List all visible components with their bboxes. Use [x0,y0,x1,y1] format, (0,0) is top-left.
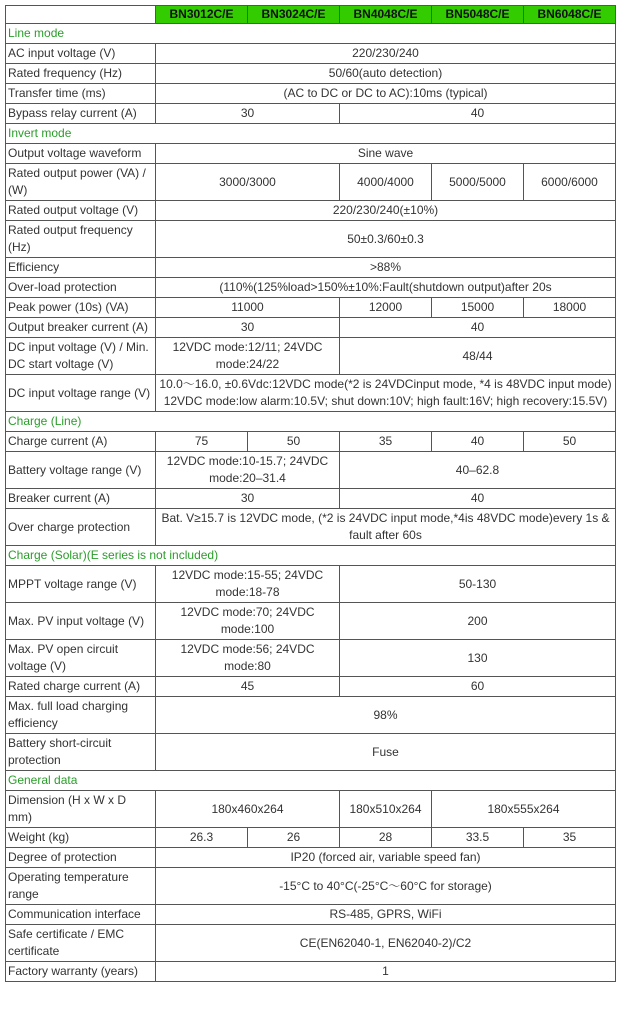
section-row [6,771,616,791]
spec-value: 30 [156,104,340,124]
spec-label: Max. PV open circuit voltage (V) [6,640,156,677]
spec-row [6,734,616,771]
spec-row [6,640,616,677]
spec-label: Rated output voltage (V) [6,201,156,221]
spec-row [6,104,616,124]
spec-value: IP20 (forced air, variable speed fan) [156,848,616,868]
model-header-cell: BN3012C/E [156,6,248,24]
spec-value: Bat. V≥15.7 is 12VDC mode, (*2 is 24VDC input mode,*4is 48VDC mode)every 1s & fault after 60s [156,509,616,546]
spec-value: Fuse [156,734,616,771]
spec-value: Sine wave [156,144,616,164]
spec-label: Transfer time (ms) [6,84,156,104]
spec-row [6,489,616,509]
spec-value: 180x460x264 [156,791,340,828]
spec-row [6,64,616,84]
spec-label: Over-load protection [6,278,156,298]
spec-value: 40 [340,104,616,124]
spec-row [6,509,616,546]
spec-value: 10.0～16.0, ±0.6Vdc:12VDC mode(*2 is 24VDCinput mode, *4 is 48VDC input mode) 12VDC mode:low alarm:10.5V; shut down:10V; high fault:16V; high recovery:15.5V) [156,375,616,412]
spec-table-body [6,24,616,982]
spec-row [6,791,616,828]
spec-row [6,848,616,868]
spec-value: 12VDC mode:70; 24VDC mode:100 [156,603,340,640]
spec-value: CE(EN62040-1, EN62040-2)/C2 [156,925,616,962]
spec-label: Safe certificate / EMC certificate [6,925,156,962]
spec-value: 98% [156,697,616,734]
model-header-row [6,6,616,24]
spec-label: MPPT voltage range (V) [6,566,156,603]
spec-row [6,566,616,603]
spec-label: Battery voltage range (V) [6,452,156,489]
spec-row [6,278,616,298]
spec-label: Rated output frequency (Hz) [6,221,156,258]
spec-value: 60 [340,677,616,697]
spec-row [6,84,616,104]
spec-row [6,298,616,318]
spec-table [5,5,616,982]
spec-value: 180x510x264 [340,791,432,828]
spec-value: 40 [340,318,616,338]
spec-row [6,144,616,164]
spec-value: 5000/5000 [432,164,524,201]
section-row [6,124,616,144]
spec-row [6,905,616,925]
section-row [6,24,616,44]
spec-row [6,868,616,905]
spec-value: 15000 [432,298,524,318]
spec-value: 50 [524,432,616,452]
spec-value: 26.3 [156,828,248,848]
spec-value: 40 [340,489,616,509]
spec-value: 11000 [156,298,340,318]
spec-label: DC input voltage (V) / Min. DC start voltage (V) [6,338,156,375]
header-blank-cell [6,6,156,24]
spec-value: 12000 [340,298,432,318]
spec-value: >88% [156,258,616,278]
spec-row [6,677,616,697]
spec-label: Weight (kg) [6,828,156,848]
spec-value: 50-130 [340,566,616,603]
spec-value: 50±0.3/60±0.3 [156,221,616,258]
spec-row [6,828,616,848]
spec-row [6,221,616,258]
spec-label: Max. PV input voltage (V) [6,603,156,640]
spec-label: Factory warranty (years) [6,962,156,982]
spec-value: 12VDC mode:56; 24VDC mode:80 [156,640,340,677]
section-row [6,412,616,432]
section-heading: Charge (Solar)(E series is not included) [6,546,616,566]
spec-label: Efficiency [6,258,156,278]
spec-label: Over charge protection [6,509,156,546]
spec-value: 18000 [524,298,616,318]
spec-value: 75 [156,432,248,452]
spec-value: 12VDC mode:15-55; 24VDC mode:18-78 [156,566,340,603]
model-header-cell: BN3024C/E [248,6,340,24]
spec-value: RS-485, GPRS, WiFi [156,905,616,925]
spec-value: 220/230/240 [156,44,616,64]
section-heading: Invert mode [6,124,616,144]
spec-label: Rated output power (VA) / (W) [6,164,156,201]
spec-value: 50 [248,432,340,452]
model-header-cell: BN6048C/E [524,6,616,24]
spec-label: Rated frequency (Hz) [6,64,156,84]
spec-label: Dimension (H x W x D mm) [6,791,156,828]
spec-value: 6000/6000 [524,164,616,201]
spec-value: 1 [156,962,616,982]
spec-label: Charge current (A) [6,432,156,452]
spec-label: Max. full load charging efficiency [6,697,156,734]
spec-value: 3000/3000 [156,164,340,201]
spec-row [6,201,616,221]
spec-row [6,164,616,201]
spec-label: Bypass relay current (A) [6,104,156,124]
spec-value: (AC to DC or DC to AC):10ms (typical) [156,84,616,104]
spec-row [6,697,616,734]
spec-value: 35 [340,432,432,452]
spec-row [6,452,616,489]
model-header-cell: BN4048C/E [340,6,432,24]
spec-label: Communication interface [6,905,156,925]
spec-label: Output breaker current (A) [6,318,156,338]
spec-value: 33.5 [432,828,524,848]
spec-value: 220/230/240(±10%) [156,201,616,221]
spec-row [6,258,616,278]
spec-value: 12VDC mode:12/11; 24VDC mode:24/22 [156,338,340,375]
spec-value: (110%(125%load>150%±10%:Fault(shutdown output)after 20s [156,278,616,298]
spec-label: Rated charge current (A) [6,677,156,697]
section-heading: Charge (Line) [6,412,616,432]
spec-label: DC input voltage range (V) [6,375,156,412]
spec-value: 40 [432,432,524,452]
spec-value: 26 [248,828,340,848]
spec-value: 130 [340,640,616,677]
spec-label: Output voltage waveform [6,144,156,164]
model-header-cell: BN5048C/E [432,6,524,24]
spec-value: 180x555x264 [432,791,616,828]
spec-row [6,603,616,640]
spec-row [6,962,616,982]
section-row [6,546,616,566]
spec-value: 48/44 [340,338,616,375]
spec-row [6,375,616,412]
spec-value: 28 [340,828,432,848]
spec-value: 45 [156,677,340,697]
spec-row [6,925,616,962]
section-heading: General data [6,771,616,791]
spec-value: 30 [156,318,340,338]
spec-value: 50/60(auto detection) [156,64,616,84]
spec-value: 12VDC mode:10-15.7; 24VDC mode:20–31.4 [156,452,340,489]
spec-label: Breaker current (A) [6,489,156,509]
spec-value: 4000/4000 [340,164,432,201]
spec-value: 35 [524,828,616,848]
spec-row [6,44,616,64]
spec-label: Battery short-circuit protection [6,734,156,771]
spec-label: AC input voltage (V) [6,44,156,64]
spec-value: -15°C to 40°C(-25°C～60°C for storage) [156,868,616,905]
spec-row [6,318,616,338]
spec-row [6,432,616,452]
section-heading: Line mode [6,24,616,44]
spec-label: Degree of protection [6,848,156,868]
spec-label: Peak power (10s) (VA) [6,298,156,318]
spec-value: 30 [156,489,340,509]
spec-value: 200 [340,603,616,640]
spec-label: Operating temperature range [6,868,156,905]
spec-row [6,338,616,375]
spec-value: 40–62.8 [340,452,616,489]
